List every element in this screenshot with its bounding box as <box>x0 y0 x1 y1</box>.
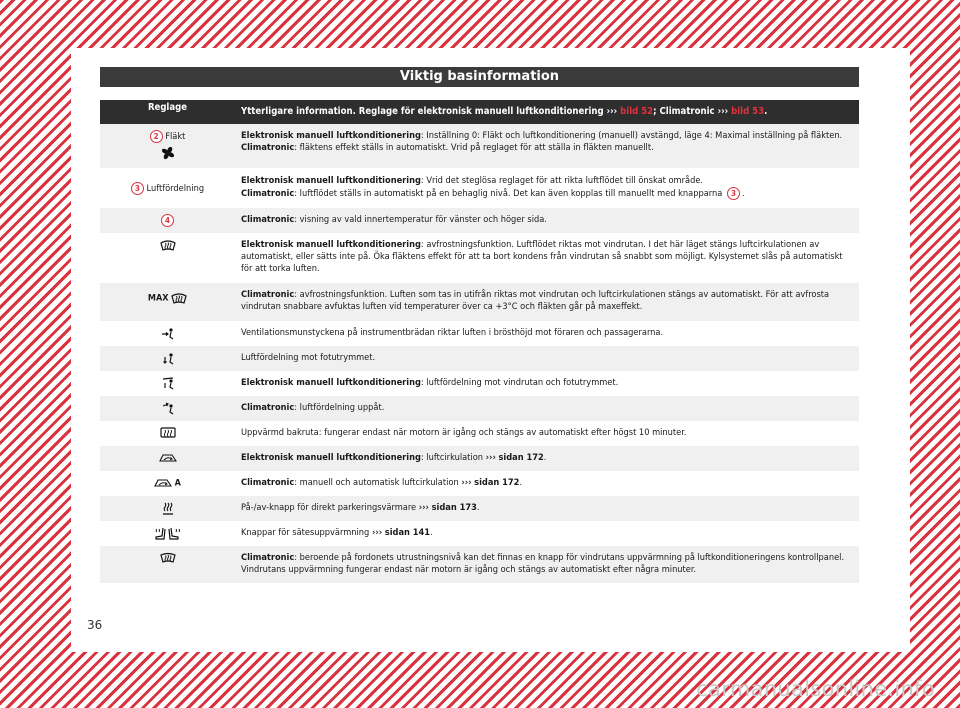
auto-label: A <box>174 478 181 489</box>
max-label: MAX <box>147 293 169 304</box>
table-row: 4 Climatronic: visning av vald innertemperatur för vänster och höger sida. <box>100 208 859 233</box>
table-row: Uppvärmd bakruta: fungerar endast när motorn är igång och stängs av automatiskt efter högst 10 minuter. <box>100 421 859 446</box>
air-upward-icon <box>161 402 175 416</box>
ref-link-sidan-172[interactable]: sidan 172 <box>474 477 520 488</box>
controls-table <box>100 100 859 583</box>
max-defrost-icon <box>171 292 187 304</box>
header-col-reglage: Reglage <box>147 102 188 113</box>
ref-link-sidan-141[interactable]: sidan 141 <box>384 527 431 538</box>
auto-recirculation-icon <box>154 477 172 489</box>
manual-page <box>71 48 910 652</box>
air-to-chest-icon <box>161 327 175 341</box>
callout-number: 4 <box>161 214 174 227</box>
windshield-defrost-icon <box>160 239 176 251</box>
ref-link-bild-53[interactable]: bild 53 <box>731 106 765 117</box>
callout-number: 3 <box>131 182 144 195</box>
fan-icon <box>161 146 175 160</box>
table-row: Elektronisk manuell luftkonditionering: luftfördelning mot vindrutan och fotutrymmet. <box>100 371 859 396</box>
seat-heating-icon <box>153 527 183 541</box>
table-row: På-/av-knapp för direkt parkeringsvärmare ››› sidan 173. <box>100 496 859 521</box>
callout-number: 3 <box>727 187 740 200</box>
table-row: Climatronic: luftfördelning uppåt. <box>100 396 859 421</box>
table-row: Elektronisk manuell luftkonditionering: avfrostningsfunktion. Luftflödet riktas mot vindrutan. I det här läget stängs luftcirkulationen av automatiskt, eller sätts inte på. Öka fläktens effekt för att ta bort kondens från vindrutan så snabbt som möjligt. Kylsystemet slås på automatiskt för att torka luften. <box>100 233 859 283</box>
table-row: Elektronisk manuell luftkonditionering: luftcirkulation ››› sidan 172. <box>100 446 859 471</box>
ref-link-bild-52[interactable]: bild 52 <box>620 106 654 117</box>
table-row: Ventilationsmunstyckena på instrumentbrädan riktar luften i brösthöjd mot föraren och passagerarna. <box>100 321 859 346</box>
watermark: carmanualsonline.info <box>696 677 935 701</box>
recirculation-icon <box>159 452 177 464</box>
air-to-windshield-feet-icon <box>161 377 175 391</box>
table-row: 3 Luftfördelning Elektronisk manuell luftkonditionering: Vrid det steglösa reglaget för att rikta luftflödet till önskat område. Climatronic: luftflödet ställs in automatiskt på en behaglig nivå. Det kan även kopplas till manuellt med knapparna 3 . <box>100 168 859 208</box>
table-row: Climatronic: beroende på fordonets utrustningsnivå kan det finnas en knapp för vindrutans uppvärmning på luftkonditioneringens kontrollpanel. Vindrutans uppvärmning fungerar endast när motorn är igång och stängs av automatiskt efter några minuter. <box>100 546 859 583</box>
table-row: 2 Fläkt Elektronisk manuell luftkonditionering: Inställning 0: Fläkt och luftkonditionering (manuell) avstängd, läge 4: Maximal inställning på fläkten. Climatronic: fläktens effekt ställs in automatiskt. Vrid på reglaget för att ställa in fläkten manuellt. <box>100 124 859 168</box>
table-row: Luftfördelning mot fotutrymmet. <box>100 346 859 371</box>
table-row: Knappar för sätesuppvärmning ››› sidan 141. <box>100 521 859 546</box>
control-label: Fläkt <box>165 131 186 142</box>
table-row: A Climatronic: manuell och automatisk luftcirkulation ››› sidan 172. <box>100 471 859 496</box>
table-row: MAX Climatronic: avfrostningsfunktion. Luften som tas in utifrån riktas mot vindrutan och luftcirkulationen stängs av automatiskt. För att avfrosta vindrutan snabbare avfuktas luften vid temperaturer över ca +3°C och fläkten går på maxeffekt. <box>100 283 859 321</box>
windshield-heater-icon <box>160 552 176 564</box>
callout-number: 2 <box>150 130 163 143</box>
page-number: 36 <box>87 618 103 632</box>
rear-window-heater-icon <box>160 427 176 440</box>
table-header <box>100 100 859 124</box>
header-col-info: Ytterligare information. Reglage för elektronisk manuell luftkonditionering ››› bild 52; Climatronic ››› bild 53. <box>241 106 768 117</box>
ref-link-sidan-172[interactable]: sidan 172 <box>498 452 544 463</box>
air-to-feet-icon <box>161 352 175 366</box>
ref-link-sidan-173[interactable]: sidan 173 <box>431 502 477 513</box>
parking-heater-icon <box>162 502 174 516</box>
control-label: Luftfördelning <box>146 183 205 194</box>
section-title: Viktig basinformation <box>100 67 859 87</box>
